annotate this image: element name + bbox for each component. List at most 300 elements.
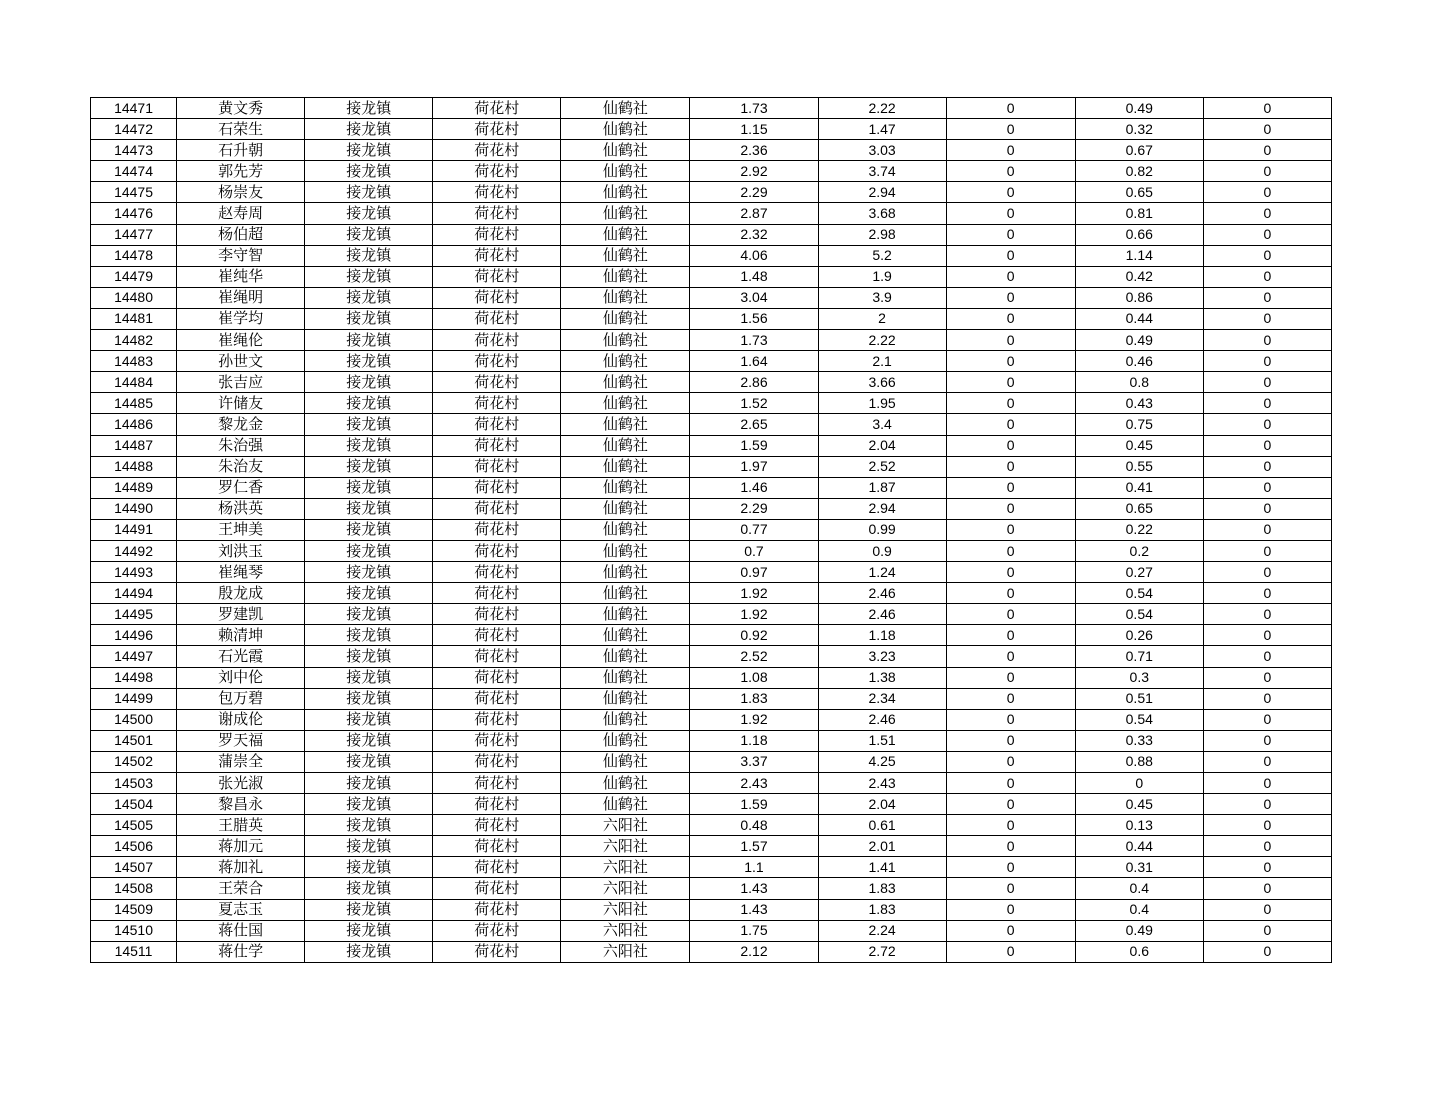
cell-value-b: 3.9 [818, 287, 946, 308]
cell-id: 14511 [91, 941, 177, 962]
table-row [91, 182, 1332, 203]
cell-village: 荷花村 [433, 224, 561, 245]
cell-value-d: 0.54 [1075, 604, 1203, 625]
cell-id: 14506 [91, 836, 177, 857]
cell-group: 仙鹤社 [561, 119, 690, 140]
cell-id: 14485 [91, 393, 177, 414]
cell-value-c: 0 [946, 330, 1075, 351]
cell-town: 接龙镇 [305, 224, 433, 245]
table-row [91, 709, 1332, 730]
cell-value-c: 0 [946, 920, 1075, 941]
cell-value-d: 0.51 [1075, 688, 1203, 709]
cell-value-a: 1.43 [690, 899, 818, 920]
cell-id: 14503 [91, 773, 177, 794]
cell-value-d: 0.3 [1075, 667, 1203, 688]
cell-value-a: 2.87 [690, 203, 818, 224]
cell-value-a: 2.43 [690, 773, 818, 794]
cell-value-c: 0 [946, 287, 1075, 308]
cell-id: 14509 [91, 899, 177, 920]
cell-value-e: 0 [1203, 625, 1331, 646]
cell-value-e: 0 [1203, 773, 1331, 794]
cell-id: 14498 [91, 667, 177, 688]
cell-value-d: 0.75 [1075, 414, 1203, 435]
table-row [91, 857, 1332, 878]
cell-value-d: 0.81 [1075, 203, 1203, 224]
cell-value-e: 0 [1203, 562, 1331, 583]
cell-village: 荷花村 [433, 287, 561, 308]
cell-value-d: 0.49 [1075, 98, 1203, 119]
cell-value-c: 0 [946, 646, 1075, 667]
cell-village: 荷花村 [433, 730, 561, 751]
cell-value-a: 1.64 [690, 351, 818, 372]
table-row [91, 646, 1332, 667]
cell-town: 接龙镇 [305, 372, 433, 393]
cell-town: 接龙镇 [305, 815, 433, 836]
cell-value-b: 3.4 [818, 414, 946, 435]
cell-value-d: 0.13 [1075, 815, 1203, 836]
cell-town: 接龙镇 [305, 583, 433, 604]
cell-village: 荷花村 [433, 414, 561, 435]
cell-value-c: 0 [946, 245, 1075, 266]
cell-value-c: 0 [946, 351, 1075, 372]
cell-group: 仙鹤社 [561, 625, 690, 646]
cell-town: 接龙镇 [305, 646, 433, 667]
cell-value-e: 0 [1203, 245, 1331, 266]
cell-value-b: 2.94 [818, 182, 946, 203]
cell-value-d: 0.8 [1075, 372, 1203, 393]
cell-value-a: 1.57 [690, 836, 818, 857]
cell-value-a: 2.86 [690, 372, 818, 393]
cell-name: 郭先芳 [177, 161, 305, 182]
cell-value-a: 0.77 [690, 519, 818, 540]
table-row [91, 161, 1332, 182]
cell-value-c: 0 [946, 203, 1075, 224]
cell-value-e: 0 [1203, 604, 1331, 625]
cell-value-b: 2.34 [818, 688, 946, 709]
cell-village: 荷花村 [433, 815, 561, 836]
cell-name: 杨崇友 [177, 182, 305, 203]
cell-name: 黎龙金 [177, 414, 305, 435]
cell-group: 仙鹤社 [561, 477, 690, 498]
cell-village: 荷花村 [433, 625, 561, 646]
cell-village: 荷花村 [433, 351, 561, 372]
cell-village: 荷花村 [433, 456, 561, 477]
cell-value-a: 1.1 [690, 857, 818, 878]
table-row [91, 751, 1332, 772]
cell-name: 崔学均 [177, 308, 305, 329]
cell-value-b: 2.52 [818, 456, 946, 477]
cell-name: 杨伯超 [177, 224, 305, 245]
cell-group: 仙鹤社 [561, 182, 690, 203]
cell-id: 14492 [91, 540, 177, 561]
cell-id: 14482 [91, 330, 177, 351]
cell-value-c: 0 [946, 794, 1075, 815]
cell-group: 仙鹤社 [561, 245, 690, 266]
cell-town: 接龙镇 [305, 688, 433, 709]
table-row [91, 287, 1332, 308]
cell-group: 仙鹤社 [561, 773, 690, 794]
cell-name: 赵寿周 [177, 203, 305, 224]
cell-value-d: 0.44 [1075, 308, 1203, 329]
cell-village: 荷花村 [433, 477, 561, 498]
cell-village: 荷花村 [433, 604, 561, 625]
cell-value-a: 2.36 [690, 140, 818, 161]
cell-value-d: 0.27 [1075, 562, 1203, 583]
cell-town: 接龙镇 [305, 498, 433, 519]
cell-group: 仙鹤社 [561, 98, 690, 119]
cell-value-a: 1.46 [690, 477, 818, 498]
cell-value-d: 0 [1075, 773, 1203, 794]
cell-value-a: 2.92 [690, 161, 818, 182]
cell-town: 接龙镇 [305, 308, 433, 329]
cell-town: 接龙镇 [305, 920, 433, 941]
cell-group: 仙鹤社 [561, 540, 690, 561]
cell-value-a: 1.15 [690, 119, 818, 140]
cell-group: 六阳社 [561, 899, 690, 920]
cell-value-a: 1.73 [690, 330, 818, 351]
cell-value-b: 2.46 [818, 709, 946, 730]
cell-id: 14483 [91, 351, 177, 372]
cell-id: 14471 [91, 98, 177, 119]
cell-value-b: 1.83 [818, 899, 946, 920]
cell-village: 荷花村 [433, 161, 561, 182]
cell-town: 接龙镇 [305, 878, 433, 899]
cell-group: 仙鹤社 [561, 287, 690, 308]
cell-value-a: 1.43 [690, 878, 818, 899]
cell-town: 接龙镇 [305, 203, 433, 224]
cell-value-c: 0 [946, 140, 1075, 161]
cell-value-e: 0 [1203, 98, 1331, 119]
cell-village: 荷花村 [433, 751, 561, 772]
cell-value-d: 0.2 [1075, 540, 1203, 561]
cell-value-d: 0.22 [1075, 519, 1203, 540]
cell-value-e: 0 [1203, 540, 1331, 561]
table-row [91, 308, 1332, 329]
cell-village: 荷花村 [433, 920, 561, 941]
cell-value-b: 0.99 [818, 519, 946, 540]
cell-value-b: 2.01 [818, 836, 946, 857]
cell-value-e: 0 [1203, 224, 1331, 245]
cell-value-b: 2.04 [818, 435, 946, 456]
cell-group: 仙鹤社 [561, 414, 690, 435]
cell-village: 荷花村 [433, 878, 561, 899]
table-row [91, 266, 1332, 287]
cell-value-c: 0 [946, 604, 1075, 625]
cell-value-e: 0 [1203, 287, 1331, 308]
cell-name: 张吉应 [177, 372, 305, 393]
cell-village: 荷花村 [433, 688, 561, 709]
cell-value-a: 2.12 [690, 941, 818, 962]
cell-value-d: 1.14 [1075, 245, 1203, 266]
cell-name: 蒋仕国 [177, 920, 305, 941]
cell-group: 仙鹤社 [561, 393, 690, 414]
table-row [91, 562, 1332, 583]
cell-name: 崔绳明 [177, 287, 305, 308]
cell-village: 荷花村 [433, 857, 561, 878]
cell-value-b: 3.66 [818, 372, 946, 393]
cell-id: 14476 [91, 203, 177, 224]
cell-value-b: 1.83 [818, 878, 946, 899]
cell-value-e: 0 [1203, 836, 1331, 857]
cell-town: 接龙镇 [305, 477, 433, 498]
cell-value-c: 0 [946, 625, 1075, 646]
cell-town: 接龙镇 [305, 182, 433, 203]
cell-value-e: 0 [1203, 456, 1331, 477]
cell-value-d: 0.82 [1075, 161, 1203, 182]
cell-value-b: 3.74 [818, 161, 946, 182]
cell-village: 荷花村 [433, 372, 561, 393]
cell-village: 荷花村 [433, 203, 561, 224]
cell-value-d: 0.88 [1075, 751, 1203, 772]
table-row [91, 794, 1332, 815]
cell-value-c: 0 [946, 414, 1075, 435]
cell-town: 接龙镇 [305, 245, 433, 266]
cell-value-a: 1.59 [690, 435, 818, 456]
cell-village: 荷花村 [433, 562, 561, 583]
cell-value-a: 1.08 [690, 667, 818, 688]
cell-value-e: 0 [1203, 688, 1331, 709]
cell-group: 六阳社 [561, 857, 690, 878]
cell-village: 荷花村 [433, 540, 561, 561]
cell-name: 夏志玉 [177, 899, 305, 920]
cell-name: 崔纯华 [177, 266, 305, 287]
cell-value-b: 2.98 [818, 224, 946, 245]
cell-id: 14502 [91, 751, 177, 772]
cell-value-e: 0 [1203, 414, 1331, 435]
table-row [91, 498, 1332, 519]
cell-village: 荷花村 [433, 498, 561, 519]
cell-value-b: 3.03 [818, 140, 946, 161]
table-row [91, 604, 1332, 625]
cell-name: 张光淑 [177, 773, 305, 794]
cell-village: 荷花村 [433, 709, 561, 730]
cell-village: 荷花村 [433, 836, 561, 857]
cell-value-e: 0 [1203, 815, 1331, 836]
cell-town: 接龙镇 [305, 751, 433, 772]
cell-group: 仙鹤社 [561, 562, 690, 583]
cell-id: 14497 [91, 646, 177, 667]
cell-town: 接龙镇 [305, 266, 433, 287]
cell-name: 罗天福 [177, 730, 305, 751]
cell-value-c: 0 [946, 119, 1075, 140]
cell-group: 仙鹤社 [561, 140, 690, 161]
cell-name: 蒋加礼 [177, 857, 305, 878]
cell-value-d: 0.71 [1075, 646, 1203, 667]
table-row [91, 667, 1332, 688]
cell-value-a: 2.29 [690, 498, 818, 519]
cell-value-e: 0 [1203, 730, 1331, 751]
cell-value-e: 0 [1203, 519, 1331, 540]
cell-value-c: 0 [946, 899, 1075, 920]
cell-value-b: 2.43 [818, 773, 946, 794]
cell-id: 14481 [91, 308, 177, 329]
cell-value-e: 0 [1203, 794, 1331, 815]
cell-id: 14510 [91, 920, 177, 941]
cell-value-d: 0.43 [1075, 393, 1203, 414]
table-row [91, 583, 1332, 604]
cell-village: 荷花村 [433, 899, 561, 920]
cell-village: 荷花村 [433, 583, 561, 604]
cell-village: 荷花村 [433, 773, 561, 794]
table-row [91, 920, 1332, 941]
cell-value-d: 0.55 [1075, 456, 1203, 477]
cell-value-b: 1.47 [818, 119, 946, 140]
cell-town: 接龙镇 [305, 709, 433, 730]
cell-id: 14475 [91, 182, 177, 203]
cell-value-b: 0.61 [818, 815, 946, 836]
cell-name: 王荣合 [177, 878, 305, 899]
cell-town: 接龙镇 [305, 540, 433, 561]
cell-village: 荷花村 [433, 794, 561, 815]
cell-value-a: 3.37 [690, 751, 818, 772]
cell-value-b: 1.51 [818, 730, 946, 751]
cell-town: 接龙镇 [305, 941, 433, 962]
table-row [91, 815, 1332, 836]
table-row [91, 351, 1332, 372]
cell-name: 孙世文 [177, 351, 305, 372]
cell-id: 14491 [91, 519, 177, 540]
cell-value-d: 0.49 [1075, 330, 1203, 351]
cell-name: 许储友 [177, 393, 305, 414]
cell-value-d: 0.54 [1075, 709, 1203, 730]
cell-value-d: 0.33 [1075, 730, 1203, 751]
cell-value-c: 0 [946, 709, 1075, 730]
cell-name: 李守智 [177, 245, 305, 266]
cell-id: 14488 [91, 456, 177, 477]
cell-value-a: 1.52 [690, 393, 818, 414]
cell-value-a: 2.52 [690, 646, 818, 667]
cell-value-d: 0.32 [1075, 119, 1203, 140]
cell-group: 仙鹤社 [561, 456, 690, 477]
cell-value-a: 2.29 [690, 182, 818, 203]
cell-group: 六阳社 [561, 920, 690, 941]
cell-value-b: 1.38 [818, 667, 946, 688]
cell-town: 接龙镇 [305, 161, 433, 182]
cell-town: 接龙镇 [305, 519, 433, 540]
cell-town: 接龙镇 [305, 140, 433, 161]
cell-value-b: 1.9 [818, 266, 946, 287]
cell-value-a: 1.97 [690, 456, 818, 477]
cell-value-e: 0 [1203, 435, 1331, 456]
cell-group: 六阳社 [561, 836, 690, 857]
cell-value-e: 0 [1203, 878, 1331, 899]
cell-id: 14486 [91, 414, 177, 435]
cell-value-a: 1.18 [690, 730, 818, 751]
cell-value-d: 0.45 [1075, 435, 1203, 456]
cell-town: 接龙镇 [305, 667, 433, 688]
cell-village: 荷花村 [433, 182, 561, 203]
cell-town: 接龙镇 [305, 604, 433, 625]
cell-value-e: 0 [1203, 583, 1331, 604]
cell-value-c: 0 [946, 815, 1075, 836]
cell-value-b: 3.23 [818, 646, 946, 667]
cell-value-c: 0 [946, 688, 1075, 709]
cell-value-d: 0.54 [1075, 583, 1203, 604]
cell-value-c: 0 [946, 477, 1075, 498]
cell-id: 14489 [91, 477, 177, 498]
cell-village: 荷花村 [433, 266, 561, 287]
cell-group: 仙鹤社 [561, 435, 690, 456]
cell-id: 14474 [91, 161, 177, 182]
cell-value-b: 2.46 [818, 604, 946, 625]
cell-value-a: 1.92 [690, 604, 818, 625]
table-row [91, 899, 1332, 920]
cell-value-d: 0.4 [1075, 878, 1203, 899]
cell-value-c: 0 [946, 393, 1075, 414]
cell-value-b: 2.22 [818, 330, 946, 351]
cell-value-d: 0.26 [1075, 625, 1203, 646]
cell-value-a: 1.75 [690, 920, 818, 941]
cell-group: 仙鹤社 [561, 498, 690, 519]
cell-id: 14490 [91, 498, 177, 519]
cell-value-d: 0.31 [1075, 857, 1203, 878]
table-row [91, 203, 1332, 224]
cell-value-d: 0.65 [1075, 498, 1203, 519]
cell-town: 接龙镇 [305, 836, 433, 857]
cell-value-b: 1.24 [818, 562, 946, 583]
table-row [91, 98, 1332, 119]
cell-value-a: 1.73 [690, 98, 818, 119]
cell-group: 仙鹤社 [561, 351, 690, 372]
data-table [90, 97, 1332, 963]
cell-value-c: 0 [946, 498, 1075, 519]
cell-name: 罗仁香 [177, 477, 305, 498]
cell-value-e: 0 [1203, 709, 1331, 730]
cell-village: 荷花村 [433, 393, 561, 414]
cell-village: 荷花村 [433, 245, 561, 266]
cell-id: 14473 [91, 140, 177, 161]
cell-id: 14494 [91, 583, 177, 604]
cell-value-c: 0 [946, 730, 1075, 751]
cell-value-d: 0.65 [1075, 182, 1203, 203]
cell-village: 荷花村 [433, 646, 561, 667]
cell-value-d: 0.6 [1075, 941, 1203, 962]
cell-id: 14478 [91, 245, 177, 266]
cell-town: 接龙镇 [305, 794, 433, 815]
cell-name: 黎昌永 [177, 794, 305, 815]
cell-value-a: 0.48 [690, 815, 818, 836]
cell-village: 荷花村 [433, 330, 561, 351]
cell-value-d: 0.46 [1075, 351, 1203, 372]
cell-value-c: 0 [946, 266, 1075, 287]
cell-value-e: 0 [1203, 140, 1331, 161]
cell-value-b: 4.25 [818, 751, 946, 772]
cell-village: 荷花村 [433, 519, 561, 540]
cell-name: 石升朝 [177, 140, 305, 161]
cell-town: 接龙镇 [305, 899, 433, 920]
cell-value-b: 2.22 [818, 98, 946, 119]
cell-value-a: 1.92 [690, 709, 818, 730]
cell-value-e: 0 [1203, 667, 1331, 688]
cell-value-c: 0 [946, 161, 1075, 182]
cell-value-c: 0 [946, 519, 1075, 540]
cell-value-d: 0.41 [1075, 477, 1203, 498]
cell-group: 仙鹤社 [561, 203, 690, 224]
cell-id: 14501 [91, 730, 177, 751]
cell-value-b: 2.72 [818, 941, 946, 962]
cell-group: 仙鹤社 [561, 583, 690, 604]
cell-town: 接龙镇 [305, 98, 433, 119]
cell-value-e: 0 [1203, 899, 1331, 920]
cell-value-c: 0 [946, 224, 1075, 245]
cell-group: 仙鹤社 [561, 372, 690, 393]
cell-name: 刘中伦 [177, 667, 305, 688]
cell-value-a: 1.83 [690, 688, 818, 709]
cell-value-b: 1.95 [818, 393, 946, 414]
cell-name: 崔绳伦 [177, 330, 305, 351]
cell-name: 赖清坤 [177, 625, 305, 646]
cell-value-c: 0 [946, 667, 1075, 688]
